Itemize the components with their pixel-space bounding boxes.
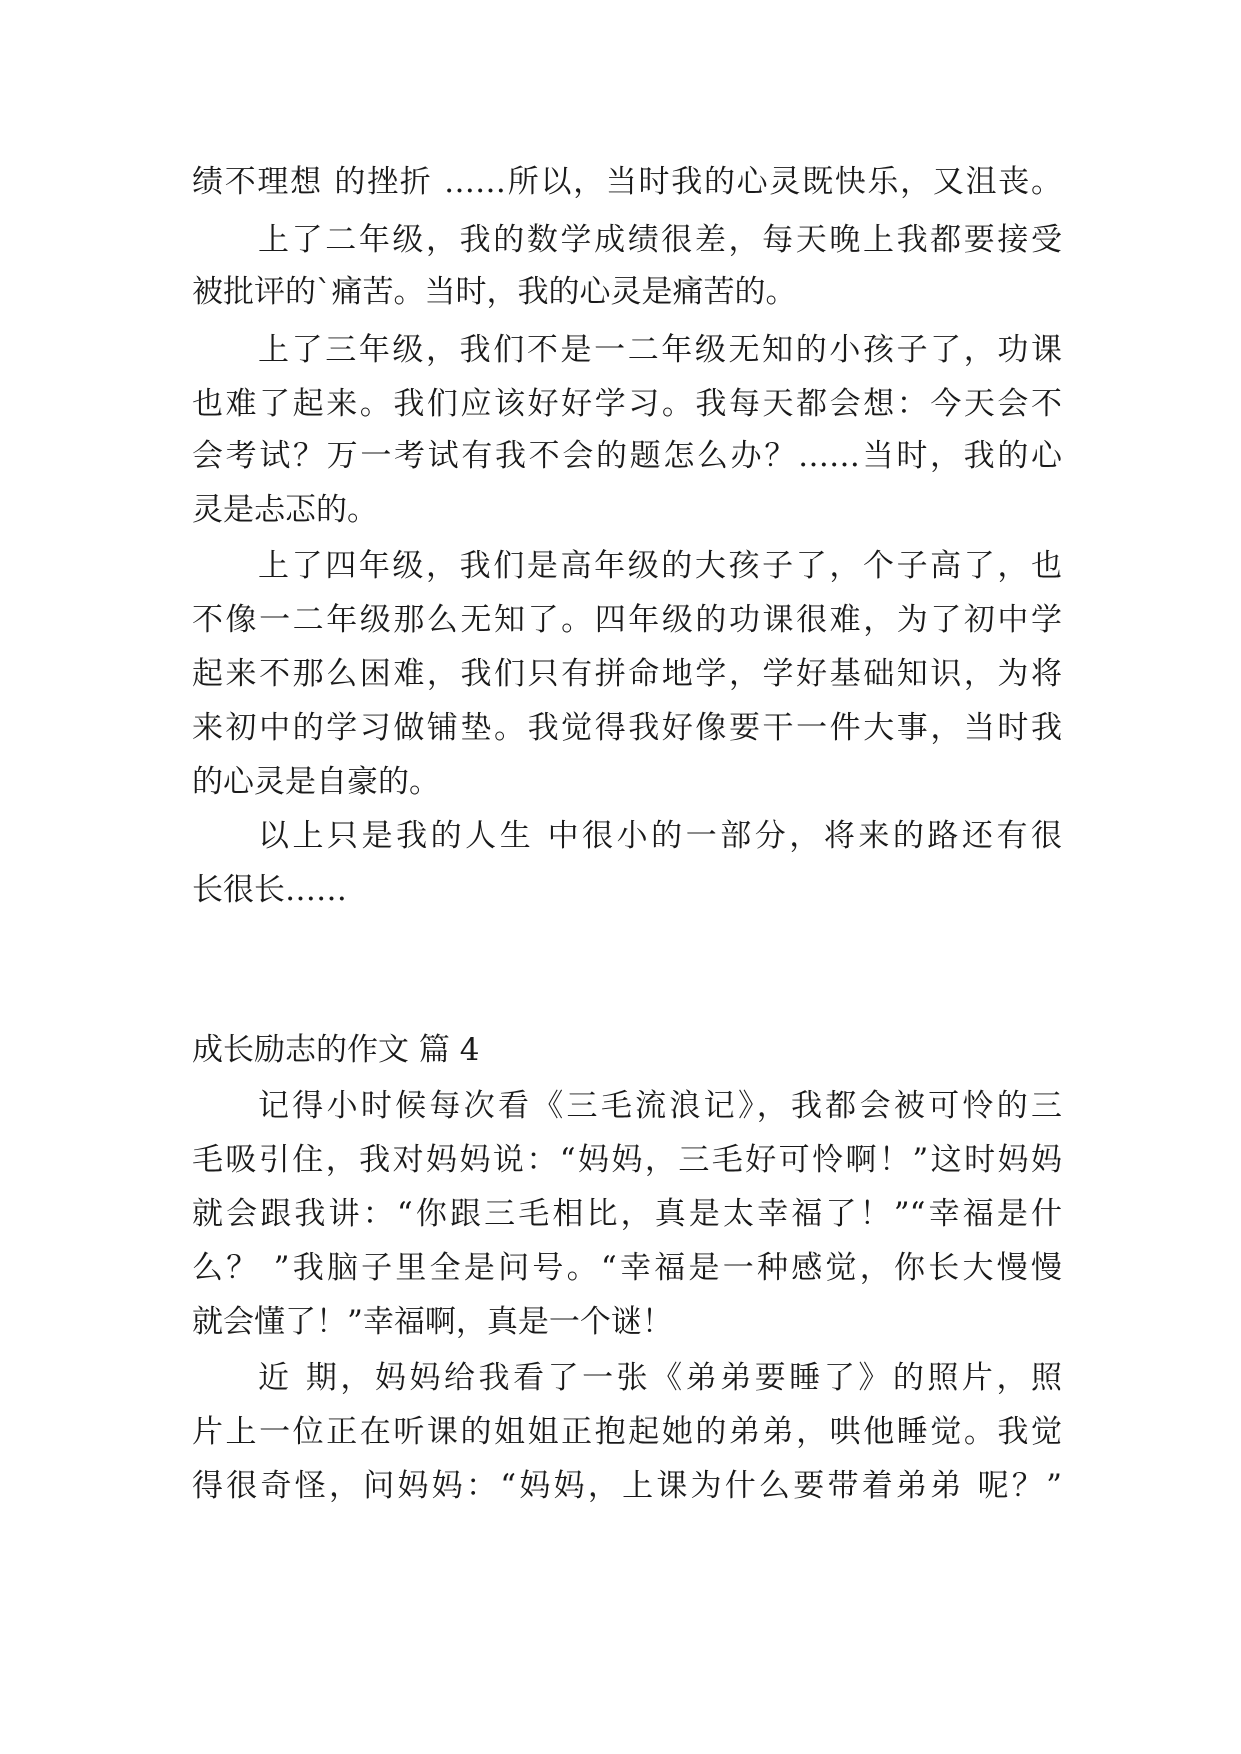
- text-line: 也难了起来。我们应该好好学习。我每天都会想：今天会不: [192, 386, 1062, 422]
- text-line: 来初中的学习做铺垫。我觉得我好像要干一件大事，当时我: [192, 710, 1062, 746]
- paragraph-start-line: 近 期，妈妈给我看了一张《弟弟要睡了》的照片，照: [258, 1360, 1062, 1396]
- text-line: 绩不理想 的挫折 ……所以，当时我的心灵既快乐，又沮丧。: [192, 164, 1062, 200]
- paragraph-start-line: 上了四年级，我们是高年级的大孩子了，个子高了，也: [258, 548, 1062, 584]
- text-line: 就会懂了！”幸福啊，真是一个谜！: [192, 1304, 673, 1340]
- text-line: 就会跟我讲：“你跟三毛相比，真是太幸福了！”“幸福是什: [192, 1196, 1062, 1232]
- paragraph-start-line: 记得小时候每次看《三毛流浪记》，我都会被可怜的三: [258, 1088, 1062, 1124]
- text-line: 片上一位正在听课的姐姐正抱起她的弟弟，哄他睡觉。我觉: [192, 1414, 1062, 1450]
- paragraph-start-line: 上了二年级，我的数学成绩很差，每天晚上我都要接受: [258, 222, 1062, 258]
- text-line: 被批评的`痛苦。当时，我的心灵是痛苦的。: [192, 274, 797, 310]
- text-line: 会考试？万一考试有我不会的题怎么办？……当时，我的心: [192, 438, 1062, 474]
- section-heading: 成长励志的作文 篇 4: [192, 1032, 480, 1068]
- text-line: 长很长……: [192, 872, 347, 908]
- text-line: 起来不那么困难，我们只有拼命地学，学好基础知识，为将: [192, 656, 1062, 692]
- text-line: 毛吸引住，我对妈妈说：“妈妈，三毛好可怜啊！”这时妈妈: [192, 1142, 1062, 1178]
- paragraph-start-line: 以上只是我的人生 中很小的一部分，将来的路还有很: [258, 818, 1062, 854]
- text-line: 灵是忐忑的。: [192, 492, 378, 528]
- text-line: 得很奇怪，问妈妈：“妈妈，上课为什么要带着弟弟 呢？”: [192, 1468, 1062, 1504]
- paragraph-start-line: 上了三年级，我们不是一二年级无知的小孩子了，功课: [258, 332, 1062, 368]
- text-line: 么？ ”我脑子里全是问号。“幸福是一种感觉，你长大慢慢: [192, 1250, 1062, 1286]
- text-line: 不像一二年级那么无知了。四年级的功课很难，为了初中学: [192, 602, 1062, 638]
- text-line: 的心灵是自豪的。: [192, 764, 440, 800]
